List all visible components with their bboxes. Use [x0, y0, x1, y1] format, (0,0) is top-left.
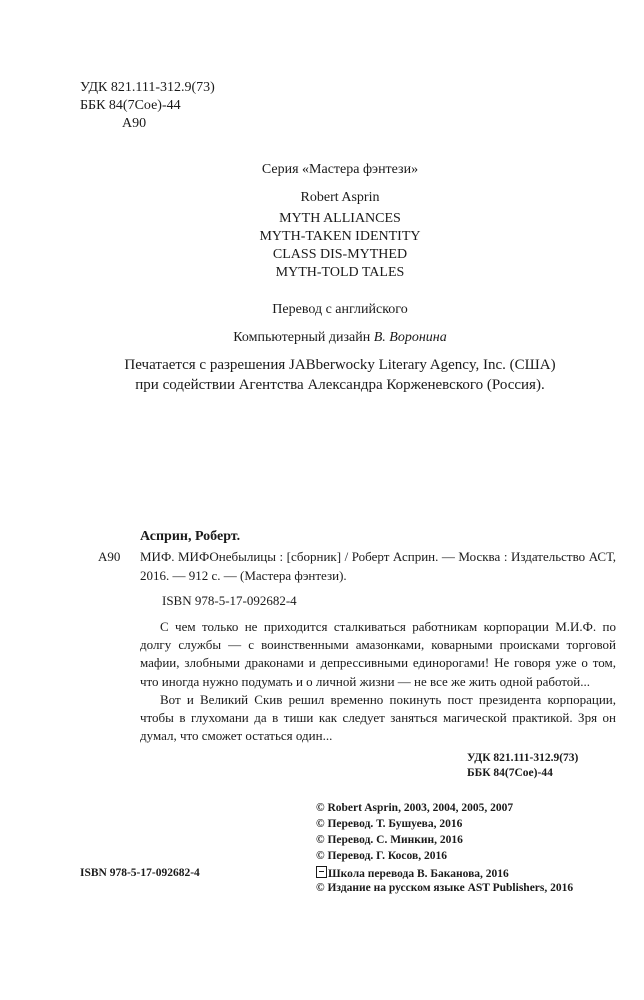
- copyright-translation-school: [316, 866, 509, 880]
- catalog-description: МИФ. МИФОнебылицы : [сборник] / Роберт Асприн. — Москва : Издательство АСТ, 2016. — 912 с. — (Мастера фэнтези).: [140, 549, 616, 583]
- catalog-isbn: ISBN 978-5-17-092682-4: [162, 593, 297, 608]
- translation-note: Перевод с английского: [272, 302, 408, 317]
- copyright-school-text: Школа перевода В. Баканова, 2016: [328, 868, 509, 880]
- permission-line-2: при содействии Агентства Александра Корженевского (Россия).: [135, 377, 545, 393]
- copyright-translation-bushueva: © Перевод. Т. Бушуева, 2016: [316, 818, 463, 830]
- permission-line-1: Печатается с разрешения JABberwocky Literary Agency, Inc. (США): [124, 357, 556, 373]
- annotation-paragraph-2: Вот и Великий Скив решил временно покинуть пост президента корпорации, чтобы в глухомани да в тиши как следует заняться магической практикой. Зря он думал, что сможет остаться один...: [140, 691, 616, 744]
- design-credit: [0, 330, 644, 346]
- catalog-bbk: ББК 84(7Сое)-44: [467, 767, 553, 779]
- translation-school-logo-icon: [316, 866, 327, 878]
- catalog-code: А90: [98, 549, 121, 564]
- annotation-paragraph-1: С чем только не приходится сталкиваться работникам корпорации М.И.Ф. по долгу службы — с воинственными амазонками, коварными происками торговой мафии, злобными драконами и депрессивными единорогами! Не говоря уже о том, что иногда нужно подумать и о личной жизни — не все же жить одной работой...: [140, 619, 616, 689]
- book-title-2: MYTH-TAKEN IDENTITY: [259, 229, 421, 244]
- author-name: Robert Asprin: [300, 190, 380, 205]
- footer-isbn: ISBN 978-5-17-092682-4: [80, 867, 200, 879]
- copyright-original: © Robert Asprin, 2003, 2004, 2005, 2007: [316, 802, 514, 814]
- book-title-4: MYTH-TOLD TALES: [275, 265, 405, 280]
- catalog-author-heading: Асприн, Роберт.: [140, 529, 241, 544]
- header-code: А90: [122, 116, 147, 131]
- book-title-3: CLASS DIS-MYTHED: [272, 247, 408, 262]
- copyright-translation-minkin: © Перевод. С. Минкин, 2016: [316, 834, 463, 846]
- series-title: Серия «Мастера фэнтези»: [261, 162, 419, 177]
- copyright-translation-kosov: © Перевод. Г. Косов, 2016: [316, 850, 447, 862]
- catalog-udk: УДК 821.111-312.9(73): [467, 752, 579, 764]
- book-title-1: MYTH ALLIANCES: [279, 211, 401, 226]
- header-udk: УДК 821.111-312.9(73): [80, 80, 215, 95]
- designer-name: В. Воронина: [373, 330, 447, 345]
- header-bbk: ББК 84(7Сое)-44: [80, 98, 181, 113]
- design-credit-prefix: Компьютерный дизайн: [233, 330, 374, 345]
- copyright-edition: © Издание на русском языке AST Publishers, 2016: [316, 882, 574, 894]
- annotation: [140, 618, 616, 745]
